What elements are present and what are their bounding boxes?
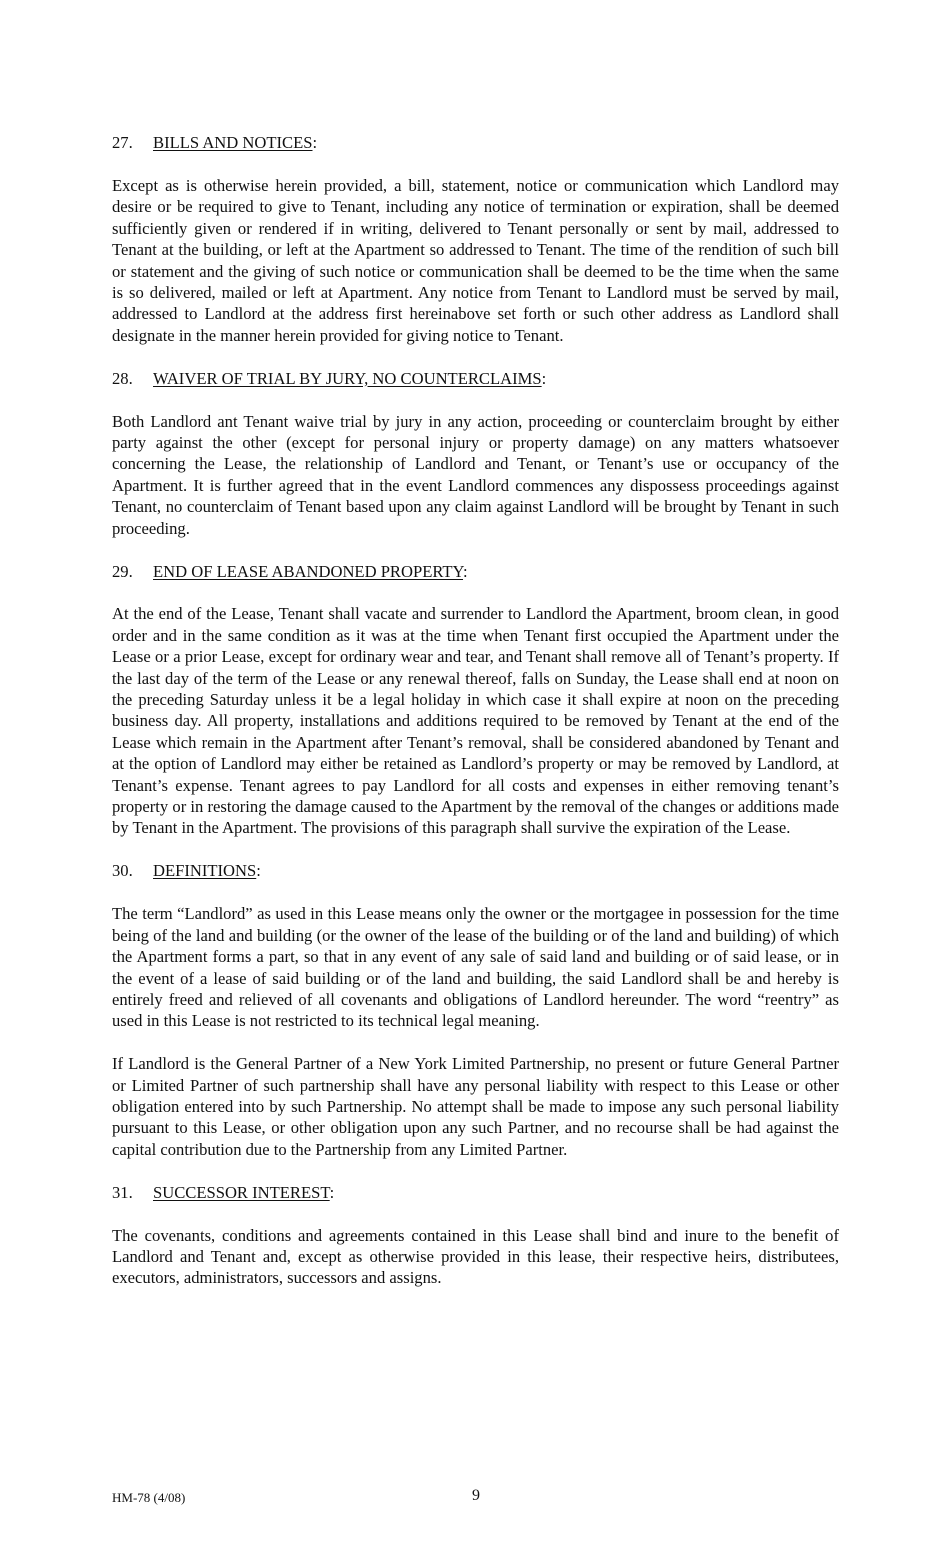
section-heading [112,368,839,389]
section-heading [112,1182,839,1203]
section-paragraph: If Landlord is the General Partner of a New York Limited Partnership, no present or future General Partner or Limited Partner of such partnership shall have any personal liability with respect to this Lease or other obligation entered into by such Partnership. No attempt shall be made to impose any such personal liability pursuant to this Lease, or other obligation upon any such Partner, and no recourse shall be had against the capital contribution due to the Partnership from any Limited Partner. [112,1054,839,1159]
section-paragraph: At the end of the Lease, Tenant shall vacate and surrender to Landlord the Apartment, broom clean, in good order and in the same condition as it was at the time when Tenant first occupied the Apartment under the Lease or a prior Lease, except for ordinary wear and tear, and Tenant shall remove all of Tenant’s property. If the last day of the term of the Lease or any renewal thereof, falls on Sunday, the Lease shall end at noon on the preceding Saturday unless it be a legal holiday in which case it shall expire at noon on the preceding business day. All property, installations and additions required to be removed by Tenant at the end of the Lease which remain in the Apartment after Tenant’s removal, shall be considered abandoned by Tenant and at the option of Landlord may either be retained as Landlord’s property or may be removed by Landlord, at Tenant’s expense. Tenant agrees to pay Landlord for all costs and expenses in either removing tenant’s property or in restoring the damage caused to the Apartment by the removal of the changes or additions made by Tenant in the Apartment. The provisions of this paragraph shall survive the expiration of the Lease. [112,604,839,838]
section-28 [112,368,839,539]
section-heading [112,132,839,153]
section-title: SUCCESSOR INTEREST [153,1182,330,1202]
section-number: 28. [112,368,133,388]
section-paragraph: Except as is otherwise herein provided, a bill, statement, notice or communication which Landlord may desire or be required to give to Tenant, including any notice of termination or expiration, shall be deemed sufficiently given or rendered if in writing, delivered to Tenant personally or sent by mail, addressed to Tenant at the building, or left at the Apartment so addressed to Tenant. The time of the rendition of such bill or statement and the giving of such notice or communication shall be deemed to be the time when the same is so delivered, mailed or left at Apartment. Any notice from Tenant to Landlord must be served by mail, addressed to Landlord at the address first hereinabove set forth or such other address as Landlord shall designate in the manner herein provided for giving notice to Tenant. [112,175,839,345]
section-29 [112,561,839,839]
section-number: 27. [112,133,133,152]
section-heading [112,561,839,582]
section-31 [112,1182,839,1289]
section-title: END OF LEASE ABANDONED PROPERTY [153,561,464,581]
section-paragraph: Both Landlord ant Tenant waive trial by jury in any action, proceeding or counterclaim brought by either party against the other (except for personal injury or property damage) on any matters whatsoever concerning the Lease, the relationship of Landlord and Tenant, or Tenant’s use or occupancy of the Apartment. It is further agreed that in the event Landlord commences any dispossess proceedings against Tenant, no counterclaim of Tenant based upon any claim against Landlord will be brought by Tenant in such proceeding. [112,411,839,538]
heading-colon: : [463,561,468,581]
section-paragraph: The covenants, conditions and agreements contained in this Lease shall bind and inure to the benefit of Landlord and Tenant and, except as otherwise provided in this lease, their respective heirs, distributees, executors, administrators, successors and assigns. [112,1225,839,1288]
section-title: BILLS AND NOTICES [153,133,313,152]
section-number: 29. [112,561,133,581]
heading-colon: : [329,1182,335,1202]
footer-form-code: HM-78 (4/08) [112,1490,186,1505]
heading-colon: : [312,133,318,152]
section-title: DEFINITIONS [153,861,257,881]
heading-colon: : [256,861,261,881]
section-paragraph: The term “Landlord” as used in this Lease means only the owner or the mortgagee in possession for the time being of the land and building (or the owner of the lease of the building or of the land and building) of which the Apartment forms a part, so that in any event of any sale of said land and building or of said lease, or in the event of a lease of said building or of the land and building, the said Landlord shall be and hereby is entirely freed and relieved of all covenants and obligations of Landlord hereunder. The word “reentry” as used in this Lease is not restricted to its technical legal meaning. [112,904,839,1031]
section-heading [112,860,839,881]
document-page [112,132,839,1310]
section-number: 31. [112,1182,133,1202]
section-title: WAIVER OF TRIAL BY JURY, NO COUNTERCLAIMS [153,368,542,388]
footer-page-number: 9 [472,1487,480,1504]
heading-colon: : [541,368,547,388]
section-30 [112,860,839,1160]
section-27 [112,132,839,346]
section-number: 30. [112,861,133,881]
